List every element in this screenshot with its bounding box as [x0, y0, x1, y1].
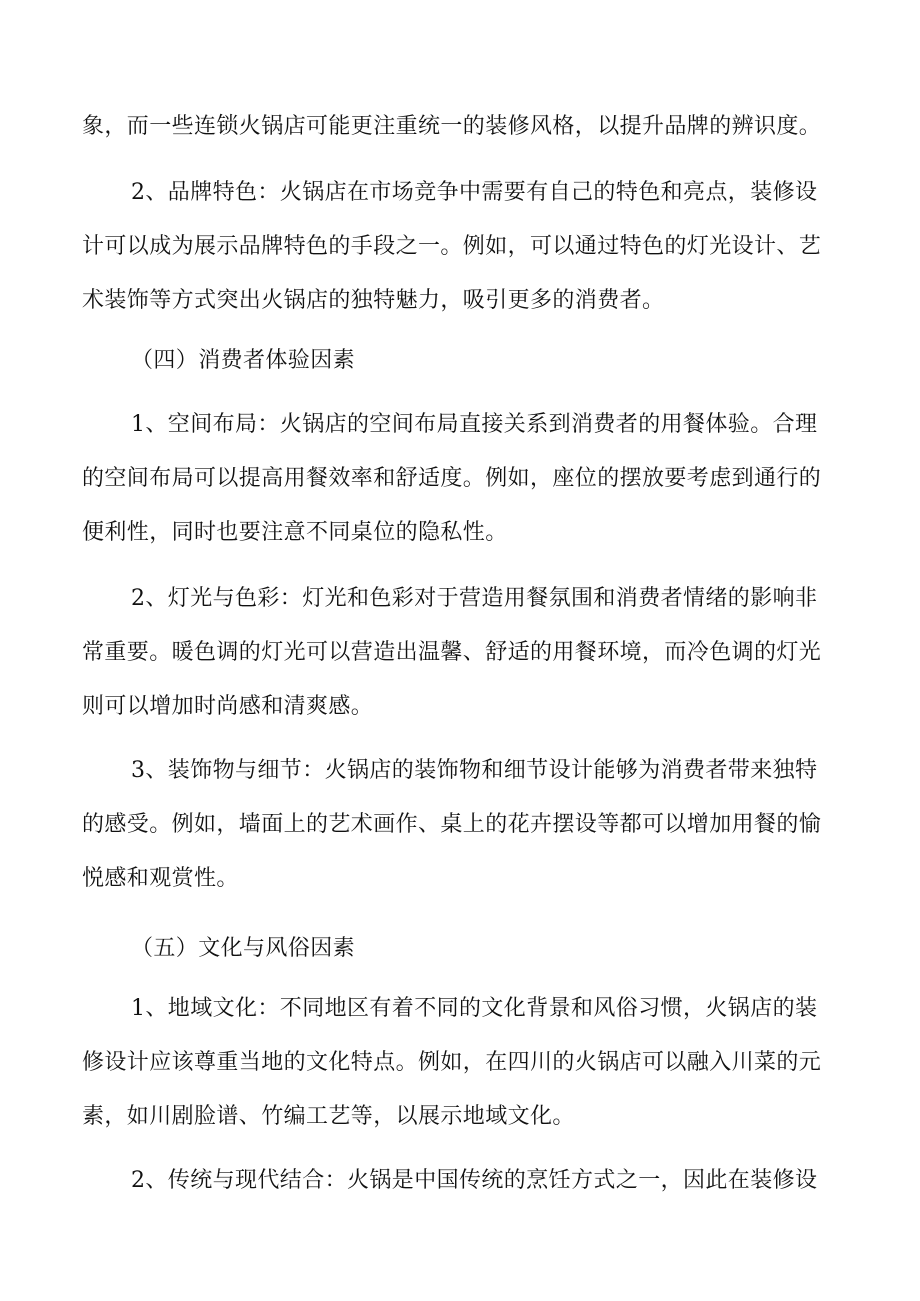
text-line: 1、空间布局：火锅店的空间布局直接关系到消费者的用餐体验。合理	[131, 412, 818, 437]
section-heading: （五）文化与风俗因素	[131, 936, 356, 961]
text-line: 常重要。暖色调的灯光可以营造出温馨、舒适的用餐环境，而冷色调的灯光	[82, 640, 822, 665]
text-line: 便利性，同时也要注意不同桌位的隐私性。	[82, 520, 508, 545]
text-line: 2、传统与现代结合：火锅是中国传统的烹饪方式之一，因此在装修设	[131, 1168, 818, 1193]
text-line: 的感受。例如，墙面上的艺术画作、桌上的花卉摆设等都可以增加用餐的愉	[82, 812, 822, 837]
text-line: 3、装饰物与细节：火锅店的装饰物和细节设计能够为消费者带来独特	[131, 758, 818, 783]
text-line: 悦感和观赏性。	[82, 866, 239, 891]
text-line: 2、品牌特色：火锅店在市场竞争中需要有自己的特色和亮点，装修设	[131, 180, 818, 205]
section-heading: （四）消费者体验因素	[131, 348, 356, 373]
text-line: 象，而一些连锁火锅店可能更注重统一的装修风格，以提升品牌的辨识度。	[82, 114, 822, 139]
text-line: 素，如川剧脸谱、竹编工艺等，以展示地域文化。	[82, 1104, 575, 1129]
text-line: 则可以增加时尚感和清爽感。	[82, 694, 374, 719]
text-line: 2、灯光与色彩：灯光和色彩对于营造用餐氛围和消费者情绪的影响非	[131, 586, 818, 611]
text-line: 修设计应该尊重当地的文化特点。例如，在四川的火锅店可以融入川菜的元	[82, 1050, 822, 1075]
text-line: 术装饰等方式突出火锅店的独特魅力，吸引更多的消费者。	[82, 288, 665, 313]
text-line: 的空间布局可以提高用餐效率和舒适度。例如，座位的摆放要考虑到通行的	[82, 466, 822, 491]
text-line: 1、地域文化：不同地区有着不同的文化背景和风俗习惯，火锅店的装	[131, 996, 818, 1021]
text-line: 计可以成为展示品牌特色的手段之一。例如，可以通过特色的灯光设计、艺	[82, 234, 822, 259]
